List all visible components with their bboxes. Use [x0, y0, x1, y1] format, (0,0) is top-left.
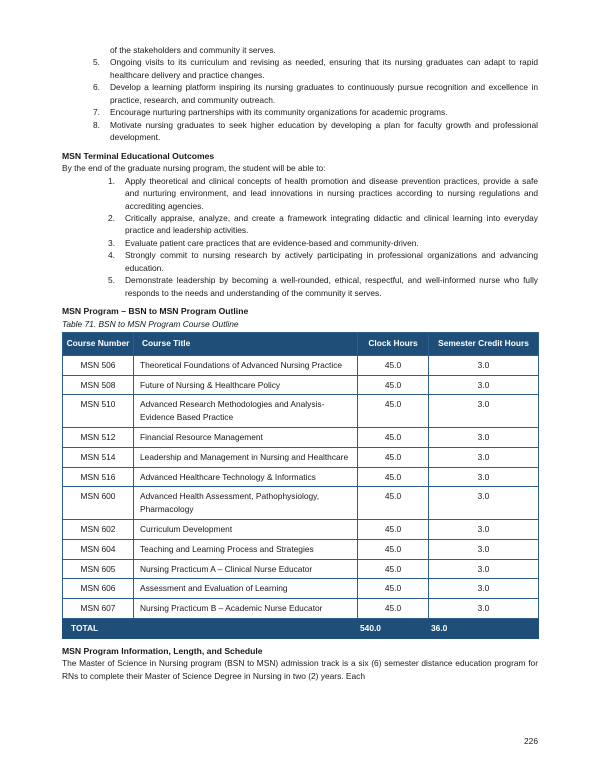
cell-clock-hours: 45.0 — [358, 447, 429, 467]
cell-course-title: Leadership and Management in Nursing and Healthcare — [134, 447, 358, 467]
cell-course-number: MSN 514 — [63, 447, 134, 467]
page-number: 226 — [524, 736, 538, 746]
column-header-course-title: Course Title — [134, 333, 358, 356]
cell-clock-hours: 45.0 — [358, 375, 429, 395]
list-item — [93, 56, 538, 81]
cell-credits: 3.0 — [429, 427, 539, 447]
cell-course-title: Nursing Practicum A – Clinical Nurse Educator — [134, 559, 358, 579]
list-item-text: Demonstrate leadership by becoming a well-rounded, ethical, respectful, and well-informed nurse who fully responds to the needs and understanding of the community it serves. — [125, 275, 538, 298]
cell-course-title: Nursing Practicum B – Academic Nurse Educator — [134, 599, 358, 619]
course-outline-table — [62, 332, 539, 639]
list-item — [108, 212, 538, 237]
cell-clock-hours: 45.0 — [358, 519, 429, 539]
cell-course-number: MSN 602 — [63, 519, 134, 539]
cell-course-title: Advanced Health Assessment, Pathophysiology, Pharmacology — [134, 487, 358, 520]
cell-credits: 3.0 — [429, 539, 539, 559]
list-continuation-text: of the stakeholders and community it serves. — [110, 45, 276, 55]
cell-credits: 3.0 — [429, 467, 539, 487]
table-row — [63, 467, 539, 487]
cell-credits: 3.0 — [429, 487, 539, 520]
list-item-number: 2. — [108, 213, 115, 224]
table-row — [63, 559, 539, 579]
table-row — [63, 487, 539, 520]
cell-course-title: Advanced Healthcare Technology & Informatics — [134, 467, 358, 487]
cell-clock-hours: 45.0 — [358, 599, 429, 619]
cell-total-label: TOTAL — [63, 618, 134, 638]
column-header-clock-hours: Clock Hours — [358, 333, 429, 356]
cell-total-title — [134, 618, 358, 638]
cell-credits: 3.0 — [429, 355, 539, 375]
mission-goals-list — [93, 56, 538, 143]
table-row — [63, 355, 539, 375]
cell-clock-hours: 45.0 — [358, 355, 429, 375]
table-row — [63, 599, 539, 619]
list-item — [108, 249, 538, 274]
list-item-text: Apply theoretical and clinical concepts of health promotion and disease prevention practices, provide a safe and nurturing environment, and lead innovations in nursing practices according to nursing regulations and accrediting agencies. — [125, 175, 538, 211]
cell-clock-hours: 45.0 — [358, 395, 429, 428]
list-item-text: Evaluate patient care practices that are evidence-based and community-driven. — [125, 237, 419, 248]
cell-course-title: Curriculum Development — [134, 519, 358, 539]
list-item-number: 6. — [93, 82, 100, 93]
list-item-number: 8. — [93, 119, 100, 130]
list-item-text: Strongly commit to nursing research by actively participating in professional organizations and advancing education. — [125, 250, 538, 273]
cell-course-number: MSN 508 — [63, 375, 134, 395]
outcomes-list — [108, 175, 538, 300]
cell-course-number: MSN 606 — [63, 579, 134, 599]
table-row — [63, 395, 539, 428]
cell-course-number: MSN 506 — [63, 355, 134, 375]
cell-credits: 3.0 — [429, 447, 539, 467]
table-row — [63, 519, 539, 539]
table-row — [63, 447, 539, 467]
cell-course-title: Assessment and Evaluation of Learning — [134, 579, 358, 599]
list-item-text: Critically appraise, analyze, and create a framework integrating didactic and clinical learning into everyday practice and leadership activities. — [125, 213, 538, 236]
cell-course-number: MSN 516 — [63, 467, 134, 487]
outcomes-intro: By the end of the graduate nursing program, the student will be able to: — [62, 163, 326, 174]
list-item-text: Develop a learning platform inspiring its nursing graduates to continuously pursue recognition and excellence in practice, research, and community outreach. — [110, 82, 538, 105]
cell-total-credits: 36.0 — [429, 618, 539, 638]
cell-clock-hours: 45.0 — [358, 427, 429, 447]
cell-credits: 3.0 — [429, 395, 539, 428]
cell-credits: 3.0 — [429, 579, 539, 599]
cell-course-title: Financial Resource Management — [134, 427, 358, 447]
cell-credits: 3.0 — [429, 599, 539, 619]
table-total-row — [63, 618, 539, 638]
cell-course-number: MSN 510 — [63, 395, 134, 428]
table-row — [63, 539, 539, 559]
cell-credits: 3.0 — [429, 559, 539, 579]
cell-course-title: Advanced Research Methodologies and Analysis-Evidence Based Practice — [134, 395, 358, 428]
cell-clock-hours: 45.0 — [358, 579, 429, 599]
list-item-number: 1. — [108, 175, 115, 186]
list-item — [93, 81, 538, 106]
cell-clock-hours: 45.0 — [358, 487, 429, 520]
list-item — [108, 237, 538, 249]
list-item-text: Encourage nurturing partnerships with its community organizations for academic programs. — [110, 107, 448, 118]
cell-course-number: MSN 512 — [63, 427, 134, 447]
table-row — [63, 579, 539, 599]
list-item-number: 5. — [108, 275, 115, 286]
program-outline-heading: MSN Program – BSN to MSN Program Outline — [62, 306, 249, 317]
cell-course-number: MSN 605 — [63, 559, 134, 579]
program-info-paragraph: The Master of Science in Nursing program (BSN to MSN) admission track is a six (6) semester distance education program for RNs to complete their Master of Science Degree in Nursing in two (2) years. Each — [62, 658, 538, 681]
cell-course-number: MSN 600 — [63, 487, 134, 520]
cell-course-title: Theoretical Foundations of Advanced Nursing Practice — [134, 355, 358, 375]
list-item — [93, 106, 538, 118]
table-body — [63, 355, 539, 638]
cell-course-number: MSN 604 — [63, 539, 134, 559]
table-header — [63, 333, 539, 356]
cell-course-number: MSN 607 — [63, 599, 134, 619]
list-item-number: 3. — [108, 237, 115, 248]
list-item-text: Ongoing visits to its curriculum and revising as needed, ensuring that its nursing graduates can adapt to rapid healthcare delivery and practice changes. — [110, 57, 538, 80]
outcomes-heading: MSN Terminal Educational Outcomes — [62, 150, 215, 161]
table-row — [63, 375, 539, 395]
table-header-row — [63, 333, 539, 356]
column-header-semester-credit-hours: Semester Credit Hours — [429, 333, 539, 356]
cell-course-title: Future of Nursing & Healthcare Policy — [134, 375, 358, 395]
table-row — [63, 427, 539, 447]
cell-total-clock-hours: 540.0 — [358, 618, 429, 638]
column-header-course-number: Course Number — [63, 333, 134, 356]
cell-course-title: Teaching and Learning Process and Strategies — [134, 539, 358, 559]
cell-clock-hours: 45.0 — [358, 467, 429, 487]
table-caption: Table 71. BSN to MSN Program Course Outline — [62, 318, 239, 329]
cell-clock-hours: 45.0 — [358, 539, 429, 559]
cell-clock-hours: 45.0 — [358, 559, 429, 579]
list-item-text: Motivate nursing graduates to seek higher education by developing a plan for faculty growth and professional development. — [110, 119, 538, 143]
course-table-wrapper — [62, 332, 538, 639]
cell-credits: 3.0 — [429, 375, 539, 395]
list-item-number: 5. — [93, 57, 100, 68]
list-item — [93, 119, 538, 144]
cell-credits: 3.0 — [429, 519, 539, 539]
list-item-number: 4. — [108, 250, 115, 261]
page-content — [62, 44, 538, 682]
list-item-number: 7. — [93, 107, 100, 118]
list-item — [108, 175, 538, 212]
program-info-heading: MSN Program Information, Length, and Schedule — [62, 645, 263, 656]
list-item — [108, 274, 538, 299]
